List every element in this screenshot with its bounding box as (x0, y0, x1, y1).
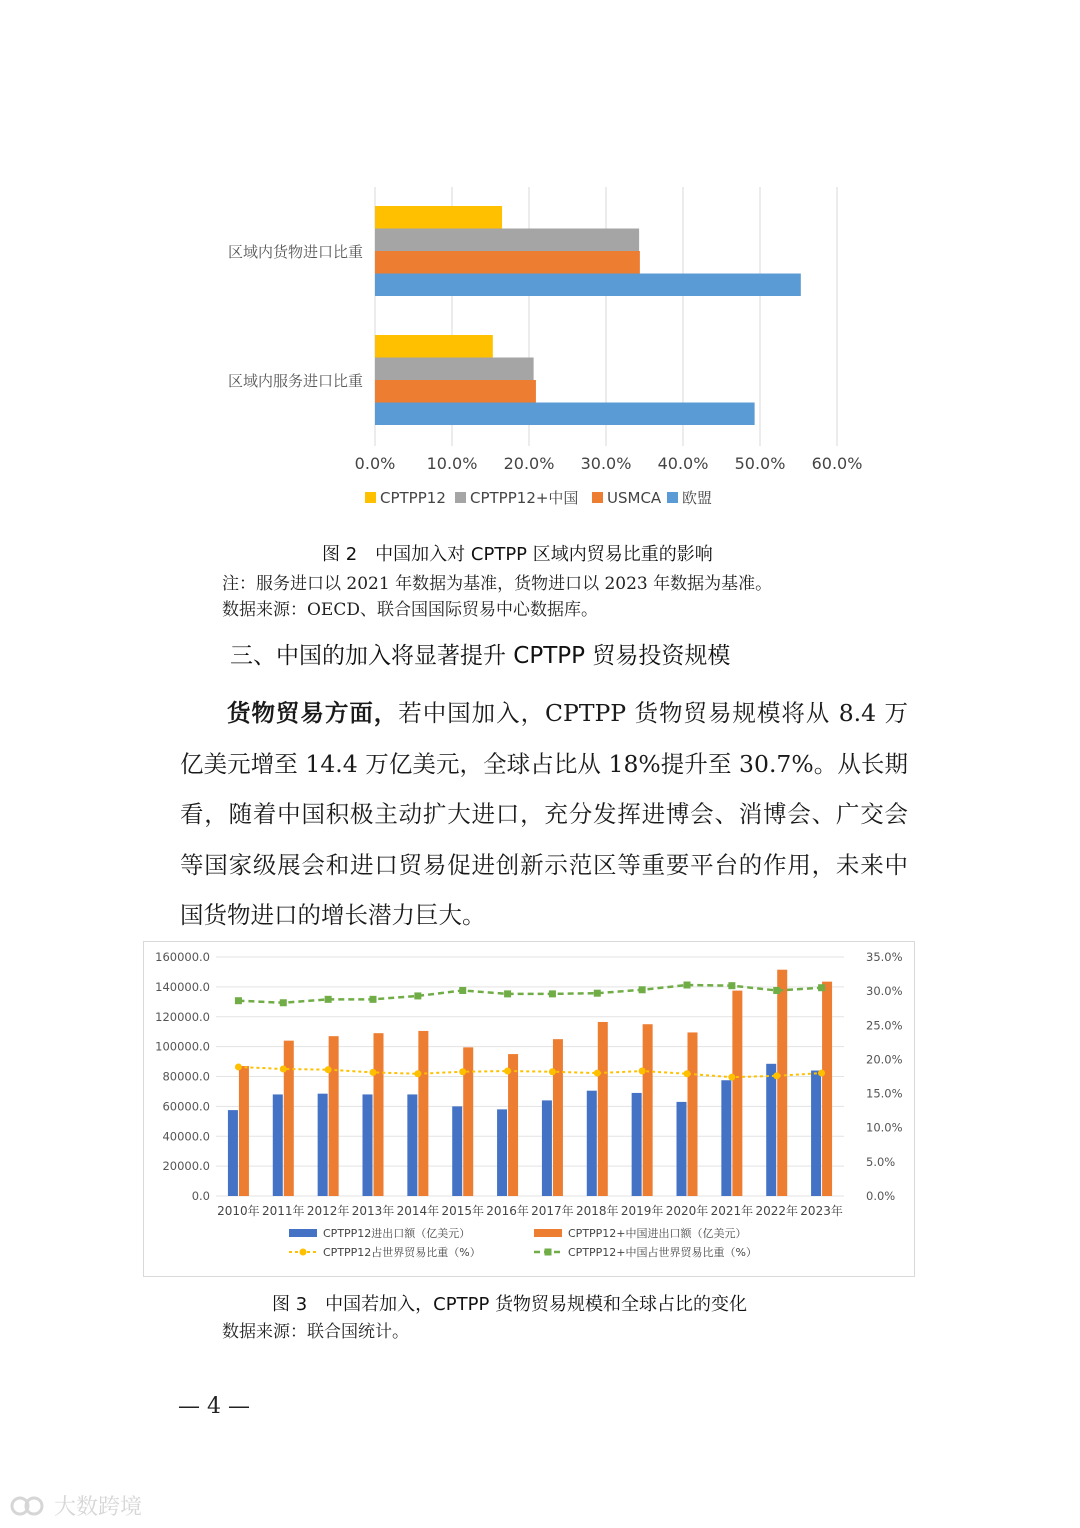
line-point (325, 996, 332, 1003)
x-tick-label: 20.0% (503, 454, 555, 473)
figure2-caption: 图 2 中国加入对 CPTPP 区域内贸易比重的影响 (322, 544, 713, 565)
legend-swatch (667, 492, 678, 503)
y-right-tick-label: 15.0% (866, 1086, 903, 1101)
bar (822, 982, 832, 1196)
bar (766, 1064, 776, 1196)
legend-label: USMCA (607, 489, 662, 507)
y-right-tick-label: 5.0% (866, 1154, 896, 1169)
line-point (280, 1065, 287, 1072)
bar (375, 251, 640, 274)
para-lead: 货物贸易方面， (227, 699, 399, 727)
section-heading: 三、中国的加入将显著提升 CPTPP 贸易投资规模 (230, 643, 731, 669)
legend-swatch (534, 1229, 562, 1237)
bar (407, 1094, 417, 1196)
watermark-logo-icon (10, 1493, 48, 1519)
legend-marker (545, 1249, 552, 1256)
figure2-bar-chart (0, 0, 1080, 530)
y-left-tick-label: 140000.0 (155, 979, 210, 994)
x-tick-label: 2019年 (620, 1204, 664, 1218)
x-tick-label: 2021年 (710, 1204, 754, 1218)
figure3-chart-frame (143, 941, 915, 1277)
line-point (639, 986, 646, 993)
legend-swatch (289, 1229, 317, 1237)
line-point (370, 996, 377, 1003)
figure3-combo-chart (144, 942, 914, 1276)
bar (318, 1094, 328, 1196)
x-tick-label: 2010年 (217, 1204, 260, 1218)
x-tick-label: 2014年 (396, 1204, 440, 1218)
x-tick-label: 60.0% (811, 454, 863, 473)
line-point (549, 1068, 556, 1075)
bar (777, 970, 787, 1196)
y-left-tick-label: 80000.0 (162, 1069, 210, 1084)
line-point (549, 990, 556, 997)
line-point (818, 1070, 825, 1077)
page-number: — 4 — (178, 1394, 250, 1419)
bar (643, 1024, 653, 1196)
line-point (235, 1063, 242, 1070)
bar (418, 1031, 428, 1196)
bar (375, 335, 493, 358)
line-point (728, 982, 735, 989)
x-tick-label: 2015年 (441, 1204, 484, 1218)
bar (363, 1094, 373, 1196)
x-tick-label: 2016年 (486, 1204, 529, 1218)
bar (677, 1102, 687, 1196)
body-paragraph (180, 688, 908, 941)
figure2-note: 注：服务进口以 2021 年数据为基准，货物进口以 2023 年数据为基准。 (222, 574, 773, 594)
y-right-tick-label: 35.0% (866, 950, 903, 964)
y-right-tick-label: 10.0% (866, 1120, 903, 1135)
line-point (504, 990, 511, 997)
line-point (773, 1072, 780, 1079)
category-label: 区域内货物进口比重 (227, 243, 363, 261)
line-point (684, 1070, 691, 1077)
bar (273, 1094, 283, 1196)
bar (732, 991, 742, 1196)
legend-label: CPTPP12进出口额（亿美元） (323, 1227, 471, 1240)
watermark-text: 大数跨境 (54, 1495, 143, 1520)
line-point (325, 1066, 332, 1073)
legend-swatch (455, 492, 466, 503)
x-tick-label: 40.0% (657, 454, 709, 473)
line-point (459, 1068, 466, 1075)
x-tick-label: 2013年 (351, 1204, 395, 1218)
legend-label: CPTPP12 (380, 489, 446, 507)
line-point (235, 997, 242, 1004)
bar (374, 1033, 384, 1196)
figure3-caption: 图 3 中国若加入，CPTPP 货物贸易规模和全球占比的变化 (272, 1294, 748, 1315)
legend-swatch (365, 492, 376, 503)
para-body: 若中国加入，CPTPP 货物贸易规模将从 8.4 万亿美元增至 14.4 万亿美元，全球占比从 18%提升至 30.7%。从长期看，随着中国积极主动扩大进口，充分发挥进博会、消博会、广交会等国家级展会和进口贸易促进创新示范区等重要平台的作用，未来中国货物进口的增长潜力巨大。 (180, 699, 909, 929)
x-tick-label: 0.0% (354, 454, 396, 473)
line-point (684, 981, 691, 988)
x-tick-label: 2012年 (306, 1204, 350, 1218)
line-point (594, 990, 601, 997)
line-point (639, 1068, 646, 1075)
bar (329, 1036, 339, 1196)
line-point (594, 1070, 601, 1077)
y-right-tick-label: 20.0% (866, 1052, 903, 1067)
y-left-tick-label: 0.0 (191, 1189, 210, 1203)
legend-swatch (592, 492, 603, 503)
bar (508, 1054, 518, 1196)
y-left-tick-label: 60000.0 (162, 1099, 210, 1114)
bar (239, 1066, 249, 1196)
bar (632, 1093, 642, 1196)
y-left-tick-label: 100000.0 (155, 1039, 210, 1054)
bar (375, 229, 639, 252)
x-tick-label: 2020年 (665, 1204, 709, 1218)
bar (721, 1080, 731, 1196)
bar (375, 358, 534, 381)
watermark (10, 1490, 142, 1521)
x-tick-label: 2017年 (531, 1204, 574, 1218)
y-left-tick-label: 120000.0 (155, 1009, 210, 1024)
bar (598, 1022, 608, 1196)
bar (587, 1091, 597, 1196)
x-tick-label: 10.0% (426, 454, 478, 473)
figure2-source: 数据来源：OECD、联合国国际贸易中心数据库。 (222, 600, 598, 620)
legend-label: CPTPP12占世界贸易比重（%） (323, 1246, 481, 1259)
line-point (504, 1068, 511, 1075)
x-tick-label: 50.0% (734, 454, 786, 473)
x-tick-label: 2018年 (576, 1204, 619, 1218)
line-point (728, 1074, 735, 1081)
bar (228, 1110, 238, 1196)
x-tick-label: 30.0% (580, 454, 632, 473)
line-point (414, 1070, 421, 1077)
x-tick-label: 2011年 (262, 1204, 305, 1218)
bar (375, 380, 536, 403)
bar (542, 1100, 552, 1196)
legend-label: 欧盟 (682, 489, 713, 507)
line-point (280, 999, 287, 1006)
category-label: 区域内服务进口比重 (227, 372, 363, 390)
legend-label: CPTPP12+中国 (470, 489, 579, 507)
legend-marker (300, 1249, 307, 1256)
x-tick-label: 2022年 (755, 1204, 798, 1218)
bar (497, 1109, 507, 1196)
y-left-tick-label: 40000.0 (162, 1129, 210, 1144)
line-point (370, 1069, 377, 1076)
x-tick-label: 2023年 (800, 1204, 843, 1218)
line-point (459, 987, 466, 994)
legend-label: CPTPP12+中国占世界贸易比重（%） (568, 1246, 757, 1259)
bar (375, 403, 755, 426)
legend-label: CPTPP12+中国进出口额（亿美元） (568, 1227, 747, 1240)
line-point (818, 984, 825, 991)
y-right-tick-label: 0.0% (866, 1189, 896, 1203)
bar (553, 1039, 563, 1196)
figure3-source: 数据来源：联合国统计。 (222, 1322, 409, 1342)
bar (452, 1106, 462, 1196)
bar (811, 1071, 821, 1196)
bar (375, 274, 801, 297)
line-point (773, 987, 780, 994)
bar (375, 206, 502, 229)
y-right-tick-label: 25.0% (866, 1018, 903, 1033)
y-right-tick-label: 30.0% (866, 984, 903, 999)
bar (688, 1032, 698, 1196)
y-left-tick-label: 160000.0 (155, 950, 210, 964)
y-left-tick-label: 20000.0 (162, 1159, 210, 1174)
line-point (414, 992, 421, 999)
bar (284, 1041, 294, 1196)
